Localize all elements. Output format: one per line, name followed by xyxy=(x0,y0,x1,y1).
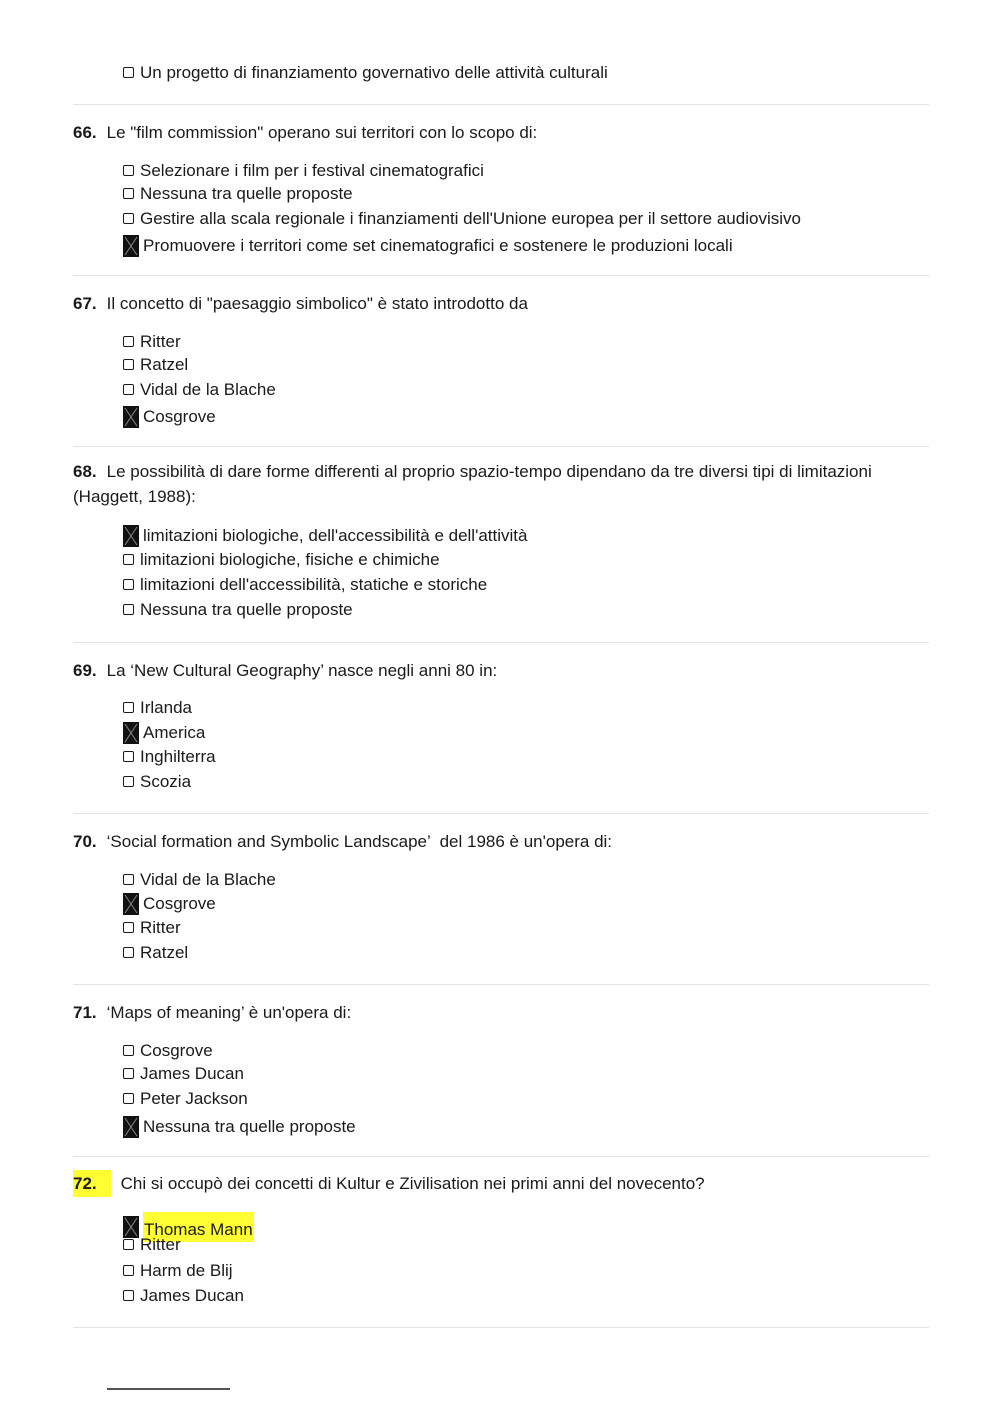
checkbox-icon[interactable] xyxy=(123,1239,134,1250)
separator xyxy=(73,642,929,643)
option-70-4[interactable] xyxy=(123,943,188,963)
option-68-3[interactable] xyxy=(123,575,487,595)
checkbox-icon[interactable] xyxy=(123,1290,134,1301)
checkbox-icon[interactable] xyxy=(123,359,134,370)
option-label: Cosgrove xyxy=(140,1041,213,1060)
footnote-rule xyxy=(107,1388,230,1390)
option-label: Vidal de la Blache xyxy=(140,870,276,889)
question-number: 72. xyxy=(73,1170,111,1197)
option-66-4[interactable] xyxy=(123,235,733,257)
checkbox-icon[interactable] xyxy=(123,579,134,590)
checkbox-icon[interactable] xyxy=(123,874,134,885)
checkbox-icon[interactable] xyxy=(123,188,134,199)
question-text: Chi si occupò dei concetti di Kultur e Zivilisation nei primi anni del novecento? xyxy=(120,1174,705,1193)
option-71-4[interactable] xyxy=(123,1116,356,1138)
separator xyxy=(73,275,929,276)
option-67-4[interactable] xyxy=(123,406,216,428)
option-71-3[interactable] xyxy=(123,1089,248,1109)
option-66-3[interactable] xyxy=(123,209,801,229)
option-top-1[interactable] xyxy=(123,63,608,83)
question-70 xyxy=(73,829,929,854)
option-label: limitazioni biologiche, fisiche e chimiche xyxy=(140,550,440,569)
question-69 xyxy=(73,658,929,683)
option-label: Irlanda xyxy=(140,698,192,717)
checkbox-icon[interactable] xyxy=(123,1265,134,1276)
option-70-1[interactable] xyxy=(123,870,276,890)
option-label: Selezionare i film per i festival cinematografici xyxy=(140,161,484,180)
question-number: 69. xyxy=(73,661,97,680)
question-number: 71. xyxy=(73,1003,97,1022)
checkbox-icon[interactable] xyxy=(123,1093,134,1104)
option-68-1[interactable] xyxy=(123,525,527,547)
checkbox-icon[interactable] xyxy=(123,67,134,78)
separator xyxy=(73,446,929,447)
checkbox-icon[interactable] xyxy=(123,1045,134,1056)
checked-checkbox-icon[interactable] xyxy=(123,893,139,915)
option-67-3[interactable] xyxy=(123,380,276,400)
question-text: (Haggett, 1988): xyxy=(73,487,196,506)
checkbox-icon[interactable] xyxy=(123,165,134,176)
option-66-1[interactable] xyxy=(123,161,484,181)
checked-checkbox-icon[interactable] xyxy=(123,235,139,257)
option-66-2[interactable] xyxy=(123,184,353,204)
checked-checkbox-icon[interactable] xyxy=(123,1116,139,1138)
question-text: ‘Social formation and Symbolic Landscape’ del 1986 è un'opera di: xyxy=(106,832,613,851)
question-text: Le "film commission" operano sui territori con lo scopo di: xyxy=(106,123,538,142)
option-label: Nessuna tra quelle proposte xyxy=(140,184,353,203)
question-text: ‘Maps of meaning’ è un'opera di: xyxy=(106,1003,352,1022)
option-69-2[interactable] xyxy=(123,722,205,744)
checkbox-icon[interactable] xyxy=(123,554,134,565)
checkbox-icon[interactable] xyxy=(123,604,134,615)
option-71-1[interactable] xyxy=(123,1041,213,1061)
option-label: Inghilterra xyxy=(140,747,216,766)
option-label: America xyxy=(143,723,206,742)
option-label: James Ducan xyxy=(140,1064,244,1083)
option-72-3[interactable] xyxy=(123,1261,233,1281)
option-label: Ritter xyxy=(140,1235,181,1254)
option-label: limitazioni biologiche, dell'accessibilità e dell'attività xyxy=(143,526,528,545)
option-label: James Ducan xyxy=(140,1286,244,1305)
option-label: Ratzel xyxy=(140,355,189,374)
option-label: Thomas Mann xyxy=(143,1212,254,1242)
checkbox-icon[interactable] xyxy=(123,751,134,762)
checkbox-icon[interactable] xyxy=(123,702,134,713)
option-70-3[interactable] xyxy=(123,918,181,938)
option-label: Ratzel xyxy=(140,943,189,962)
question-text: Il concetto di "paesaggio simbolico" è stato introdotto da xyxy=(106,294,528,313)
option-69-3[interactable] xyxy=(123,747,216,767)
option-label: Peter Jackson xyxy=(140,1089,248,1108)
option-label: Ritter xyxy=(140,332,181,351)
option-label: Cosgrove xyxy=(143,407,216,426)
question-number: 67. xyxy=(73,294,97,313)
checked-checkbox-icon[interactable] xyxy=(123,525,139,547)
option-68-2[interactable] xyxy=(123,550,440,570)
option-label: Promuovere i territori come set cinematografici e sostenere le produzioni locali xyxy=(143,236,733,255)
checked-checkbox-icon[interactable] xyxy=(123,722,139,744)
question-number: 66. xyxy=(73,123,97,142)
option-69-1[interactable] xyxy=(123,698,192,718)
option-label: Ritter xyxy=(140,918,181,937)
checkbox-icon[interactable] xyxy=(123,336,134,347)
checkbox-icon[interactable] xyxy=(123,384,134,395)
option-label: Gestire alla scala regionale i finanziamenti dell'Unione europea per il settore audiovisivo xyxy=(140,209,801,228)
option-67-2[interactable] xyxy=(123,355,188,375)
option-70-2[interactable] xyxy=(123,893,216,915)
option-68-4[interactable] xyxy=(123,600,353,620)
option-label: Nessuna tra quelle proposte xyxy=(143,1117,356,1136)
question-68 xyxy=(73,459,929,484)
checkbox-icon[interactable] xyxy=(123,213,134,224)
checkbox-icon[interactable] xyxy=(123,776,134,787)
option-label: Harm de Blij xyxy=(140,1261,233,1280)
option-71-2[interactable] xyxy=(123,1064,244,1084)
option-72-2[interactable] xyxy=(123,1235,181,1255)
separator xyxy=(73,104,929,105)
option-label: Scozia xyxy=(140,772,192,791)
separator xyxy=(73,1327,929,1328)
option-label: Un progetto di finanziamento governativo delle attività culturali xyxy=(140,63,608,82)
option-label: limitazioni dell'accessibilità, statiche e storiche xyxy=(140,575,488,594)
option-69-4[interactable] xyxy=(123,772,191,792)
question-number: 70. xyxy=(73,832,97,851)
option-label: Cosgrove xyxy=(143,894,216,913)
checkbox-icon[interactable] xyxy=(123,922,134,933)
question-text: Le possibilità di dare forme differenti al proprio spazio-tempo dipendano da tre diversi tipi di limitazioni xyxy=(106,462,872,481)
question-67 xyxy=(73,291,929,316)
option-label: Vidal de la Blache xyxy=(140,380,276,399)
option-label: Nessuna tra quelle proposte xyxy=(140,600,353,619)
question-number: 68. xyxy=(73,462,97,481)
separator xyxy=(73,984,929,985)
question-68-continued xyxy=(73,484,929,509)
question-text: La ‘New Cultural Geography’ nasce negli anni 80 in: xyxy=(106,661,498,680)
separator xyxy=(73,813,929,814)
checkbox-icon[interactable] xyxy=(123,947,134,958)
checked-checkbox-icon[interactable] xyxy=(123,406,139,428)
question-71 xyxy=(73,1000,929,1025)
option-72-4[interactable] xyxy=(123,1286,244,1306)
separator xyxy=(73,1156,929,1157)
question-72 xyxy=(73,1171,929,1196)
option-67-1[interactable] xyxy=(123,332,181,352)
checkbox-icon[interactable] xyxy=(123,1068,134,1079)
question-66 xyxy=(73,120,929,145)
